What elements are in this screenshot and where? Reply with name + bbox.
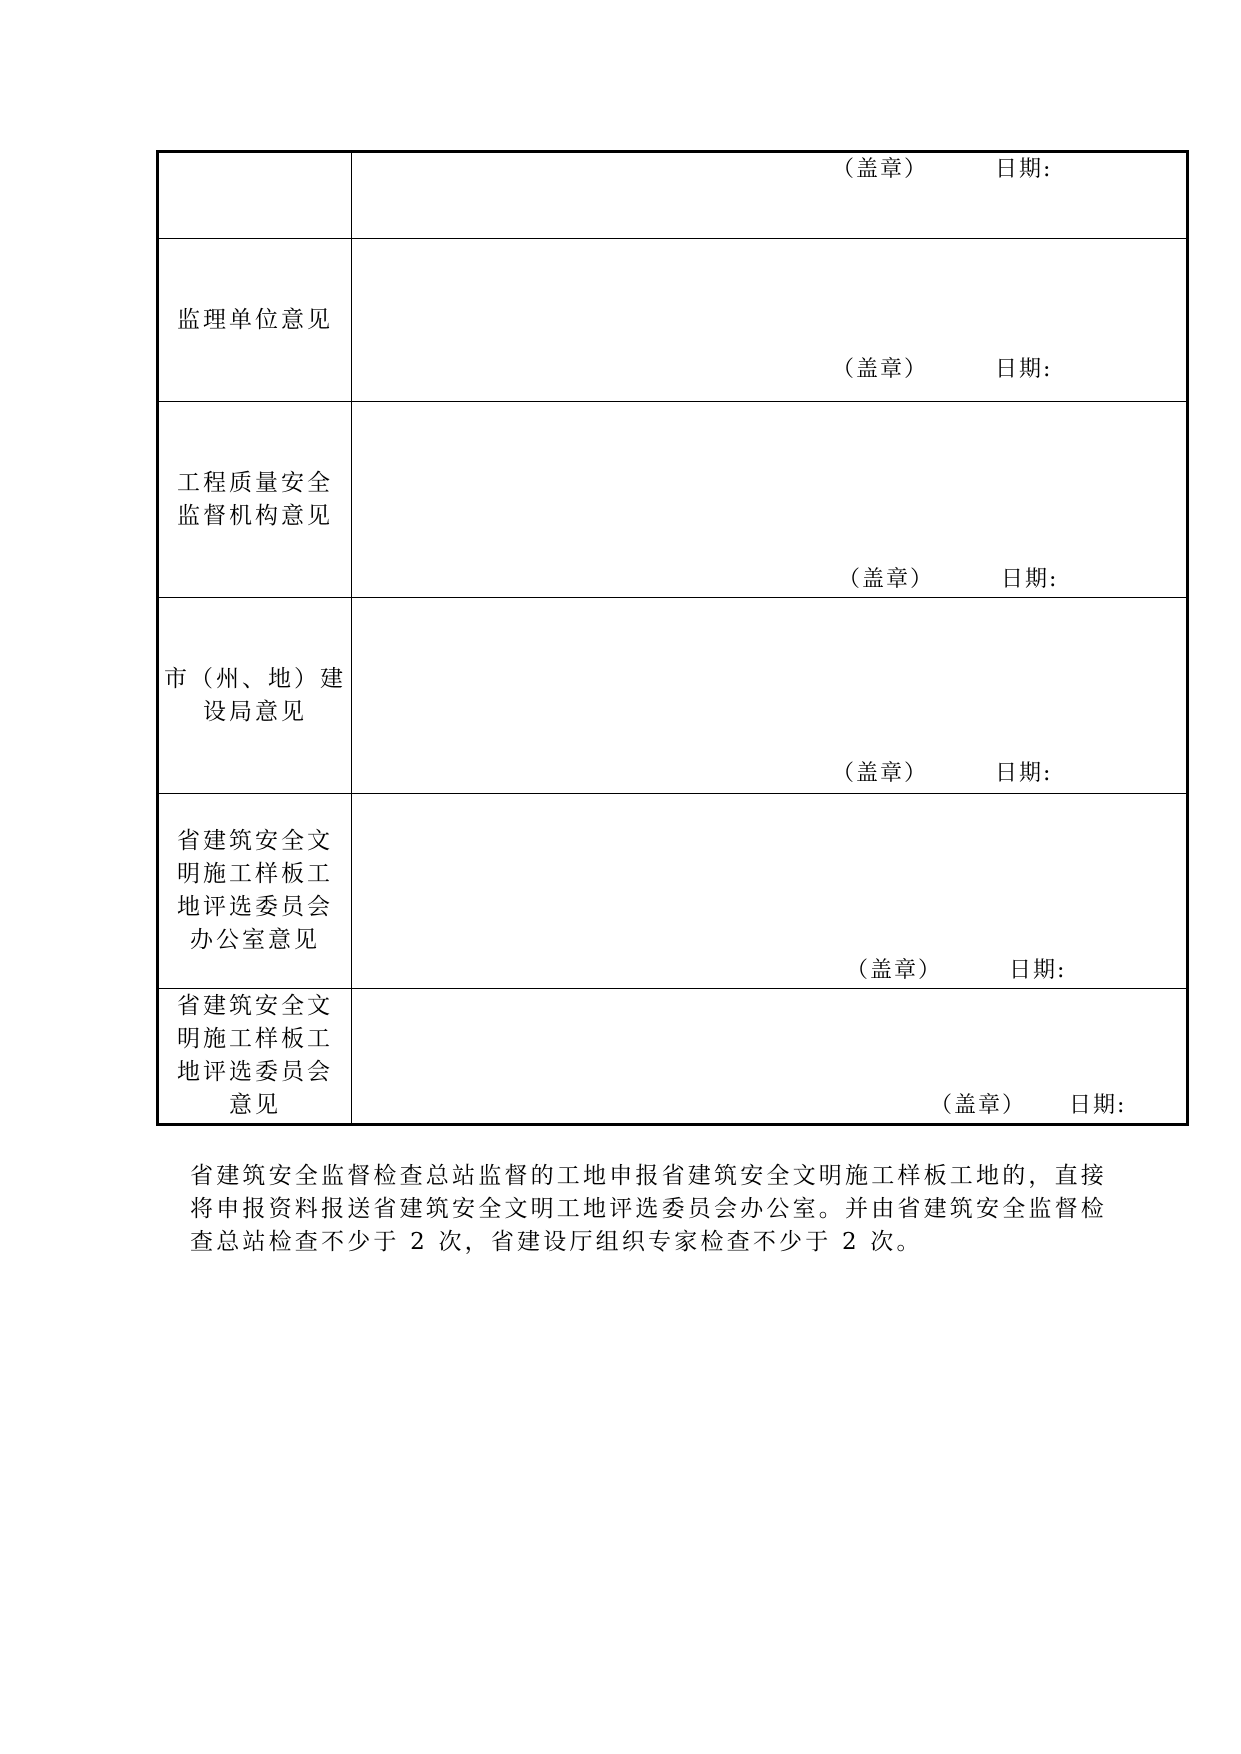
label-line: 市（州、地）建 <box>164 665 346 692</box>
footnote-line: 查总站检查不少于 2 次，省建设厅组织专家检查不少于 2 次。 <box>190 1229 923 1255</box>
form-row-city-construction-bureau <box>158 598 1188 794</box>
date-label: 日期: <box>995 761 1053 786</box>
stamp-line <box>832 761 1052 787</box>
form-row-committee-office <box>158 794 1188 989</box>
label-line: 意见 <box>229 1092 281 1118</box>
form-row-continuation <box>158 152 1188 239</box>
row-label-quality-safety-agency <box>158 402 352 598</box>
label-line: 监督机构意见 <box>177 502 333 529</box>
date-label: 日期: <box>1001 567 1059 592</box>
label-line: 省建筑安全文 <box>177 993 333 1019</box>
label-line: 工程质量安全 <box>177 469 333 496</box>
form-row-quality-safety-agency <box>158 402 1188 598</box>
footnote-line: 将申报资料报送省建筑安全文明工地评选委员会办公室。并由省建筑安全监督检 <box>190 1196 1107 1222</box>
stamp-line <box>838 567 1058 593</box>
opinion-area-supervision-unit[interactable] <box>352 239 1188 402</box>
label-line: 监理单位意见 <box>177 306 333 333</box>
date-label: 日期: <box>1069 1093 1127 1118</box>
label-line: 地评选委员会 <box>177 1059 333 1085</box>
stamp-line <box>846 958 1066 984</box>
stamp-line <box>930 1093 1126 1119</box>
form-row-committee <box>158 989 1188 1125</box>
row-label-committee <box>158 989 352 1125</box>
opinion-form-table <box>156 150 1189 1126</box>
seal-label: （盖章） <box>846 958 943 983</box>
opinion-area-committee-office[interactable] <box>352 794 1188 989</box>
date-label: 日期: <box>1009 958 1067 983</box>
footnote-paragraph <box>190 1160 1107 1259</box>
opinion-area-city-construction-bureau[interactable] <box>352 598 1188 794</box>
label-line: 明施工样板工 <box>177 1026 333 1052</box>
seal-label: （盖章） <box>838 567 935 592</box>
seal-label: （盖章） <box>930 1093 1027 1118</box>
row-label-supervision-unit <box>158 239 352 402</box>
row-label-city-construction-bureau <box>158 598 352 794</box>
opinion-area-committee[interactable] <box>352 989 1188 1125</box>
date-label: 日期: <box>995 357 1053 382</box>
seal-label: （盖章） <box>832 357 929 382</box>
label-line: 办公室意见 <box>190 927 320 953</box>
label-line: 省建筑安全文 <box>177 828 333 854</box>
seal-label: （盖章） <box>832 761 929 786</box>
label-line: 地评选委员会 <box>177 894 333 920</box>
stamp-line <box>832 157 1052 183</box>
footnote-line: 省建筑安全监督检查总站监督的工地申报省建筑安全文明施工样板工地的，直接 <box>190 1163 1107 1189</box>
label-line: 设局意见 <box>203 698 307 725</box>
form-row-supervision-unit <box>158 239 1188 402</box>
opinion-area-continuation[interactable] <box>352 152 1188 239</box>
label-line: 明施工样板工 <box>177 861 333 887</box>
row-label-empty <box>158 152 352 239</box>
row-label-committee-office <box>158 794 352 989</box>
stamp-line <box>832 357 1052 383</box>
seal-label: （盖章） <box>832 157 929 182</box>
opinion-area-quality-safety-agency[interactable] <box>352 402 1188 598</box>
date-label: 日期: <box>995 157 1053 182</box>
